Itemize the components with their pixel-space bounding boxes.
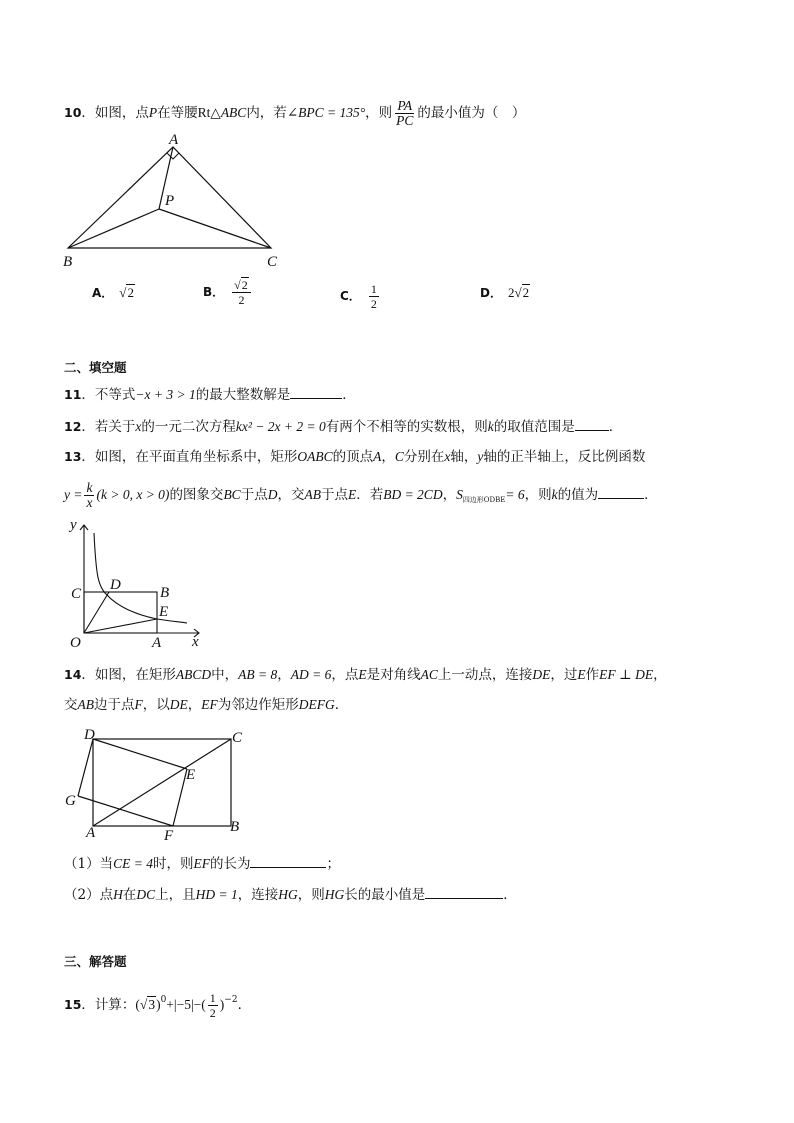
question-13-line1: 13．如图，在平面直角坐标系中，矩形OABC的顶点A，C分别在x轴，y轴的正半轴上，反比例函数 (64, 449, 646, 465)
question-11: 11．不等式−x + 3 > 1的最大整数解是 ． (64, 384, 356, 405)
answer-blank[interactable] (425, 884, 503, 899)
question-15: 15．计算：$(√3)^0+|-5|-$( $\frac{1}{2}$ )$^{-2}$． (64, 991, 252, 1020)
question-14-part2: （2）点H在DC上，且HD = 1，连接HG，则HG长的最小值是 ． (64, 884, 517, 905)
label-a: A (169, 132, 179, 148)
answer-blank[interactable] (250, 853, 326, 868)
question-10: 10．如图，点P在等腰Rt△ABC内，若∠BPC = 135°，则 $\frac{PA}{PC}$ 的最小值为（ ） (64, 98, 526, 128)
option-b[interactable]: B． $\frac{√2}{2}$ (203, 278, 253, 307)
question-14-part1: （1）当CE = 4时，则EF的长为 ； (64, 853, 340, 874)
q10-triangle-figure (55, 130, 295, 275)
answer-blank[interactable] (598, 484, 644, 499)
svg-text:A: A (86, 825, 96, 841)
fraction-k-over-x: $\frac{k}{x}$ (86, 480, 93, 510)
svg-text:x: x (192, 634, 199, 650)
svg-text:y: y (70, 517, 77, 533)
option-c[interactable]: C． $\frac{1}{2}$ (340, 282, 377, 311)
svg-text:G: G (65, 793, 76, 809)
section-heading-solutions: 三、解答题 (64, 954, 127, 969)
svg-text:F: F (164, 828, 174, 844)
svg-text:D: D (84, 727, 95, 743)
answer-blank[interactable] (575, 416, 609, 431)
q13-coordinate-figure (62, 515, 212, 650)
question-14-line2: 交AB边于点F，以DE，EF为邻边作矩形DEFG． (64, 697, 349, 713)
svg-text:B: B (230, 819, 240, 835)
svg-text:E: E (186, 767, 196, 783)
fraction-pa-pc: $\frac{PA}{PC}$ (396, 98, 414, 128)
svg-text:A: A (152, 635, 162, 650)
label-c: C (267, 254, 278, 270)
section-heading-fill-in: 二、填空题 (64, 360, 127, 375)
label-b: B (63, 254, 73, 270)
svg-text:C: C (71, 586, 82, 602)
q14-rectangle-figure (60, 725, 260, 847)
question-number: 10 (64, 105, 82, 120)
svg-text:B: B (160, 585, 170, 601)
question-12: 12．若关于x的一元二次方程kx² − 2x + 2 = 0有两个不相等的实数根，则k的取值范围是 ． (64, 416, 622, 437)
svg-text:D: D (110, 577, 121, 593)
svg-text:C: C (232, 730, 243, 746)
svg-text:E: E (159, 604, 169, 620)
answer-blank[interactable] (290, 384, 342, 399)
question-14-line1: 14．如图，在矩形ABCD中，AB = 8，AD = 6，点E是对角线AC上一动点，连接DE，过E作EF ⊥ DE， (64, 667, 667, 683)
question-13-line2: y = $\frac{k}{x}$ (k > 0, x > 0)的图象交BC于点D，交AB于点E．若BD = 2CD，$S_{四边形ODBE}= 6$，则k的值为 ． (64, 480, 658, 510)
option-d[interactable]: D． 2√2 (480, 285, 530, 300)
label-p: P (165, 193, 175, 209)
svg-text:O: O (70, 635, 81, 650)
option-a[interactable]: A． √2 (92, 285, 134, 300)
